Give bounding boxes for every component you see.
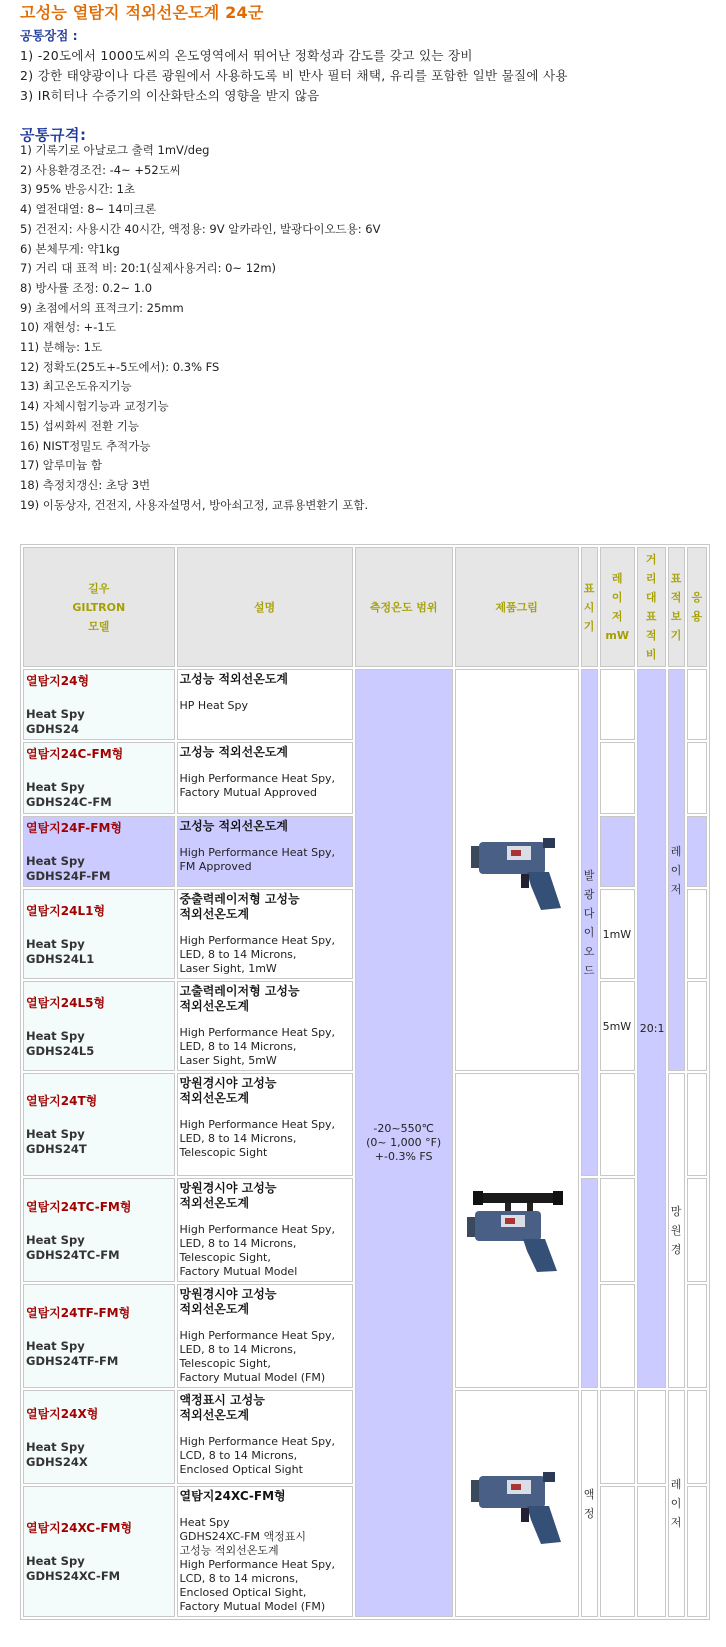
sight-laser-cell: 레 이 저 xyxy=(668,669,685,1071)
description-cell: 고출력레이저형 고성능 적외선온도계 High Performance Heat Spy, LED, 8 to 14 Microns, Laser Sight, 5mW xyxy=(177,981,353,1071)
product-image-cell xyxy=(455,1390,579,1617)
model-cell: 열탐지24C-FM형 Heat Spy GDHS24C-FM xyxy=(23,742,175,814)
spec-item: 12) 정확도(25도+-5도에서): 0.3% FS xyxy=(20,359,220,374)
distance-ratio-cell xyxy=(637,1390,666,1484)
laser-cell xyxy=(600,1073,635,1176)
description-cell: 열탐지24XC-FM형 Heat Spy GDHS24XC-FM 액정표시 고성능 적외선온도계 High Performance Heat Spy, LCD, 8 to 14 microns, Enclosed Optical Sight, Factory Mutual Model (FM) xyxy=(177,1486,353,1617)
spec-item: 18) 측정치갱신: 초당 3번 xyxy=(20,477,151,492)
description-cell: 고성능 적외선온도계 High Performance Heat Spy, Factory Mutual Approved xyxy=(177,742,353,814)
application-cell xyxy=(687,1178,707,1282)
display-led-cell-cont xyxy=(581,1178,598,1388)
laser-cell xyxy=(600,1486,635,1617)
table-row xyxy=(23,669,707,740)
header-distance-ratio: 거 리 대 표 적 비 xyxy=(637,547,666,667)
laser-cell xyxy=(600,1284,635,1388)
laser-cell xyxy=(600,742,635,814)
header-description: 설명 xyxy=(177,547,353,667)
spec-item: 17) 알루미늄 함 xyxy=(20,458,102,473)
spec-item: 5) 건전지: 사용시간 40시간, 액정용: 9V 알카라인, 발광다이오드용: 6V xyxy=(20,221,381,236)
temp-range-cell: -20~550℃ (0~ 1,000 °F) +-0.3% FS xyxy=(355,669,453,1617)
laser-cell xyxy=(600,669,635,740)
description-cell: 망원경시야 고성능 적외선온도계 High Performance Heat Spy, LED, 8 to 14 Microns, Telescopic Sight, Factory Mutual Model xyxy=(177,1178,353,1282)
display-lcd-cell: 액 정 xyxy=(581,1390,598,1617)
heat-spy-telescope-gun-image xyxy=(465,1189,569,1273)
spec-item: 2) 사용환경조건: -4~ +52도씨 xyxy=(20,162,181,177)
header-laser: 레 이 저 mW xyxy=(600,547,635,667)
application-cell xyxy=(687,669,707,740)
spec-item: 14) 자체시험기능과 교정기능 xyxy=(20,399,169,414)
model-cell: 열탐지24TF-FM형 Heat Spy GDHS24TF-FM xyxy=(23,1284,175,1388)
product-table xyxy=(20,544,710,1620)
header-display: 표 시 기 xyxy=(581,547,598,667)
model-cell: 열탐지24X형 Heat Spy GDHS24X xyxy=(23,1390,175,1484)
spec-item: 8) 방사률 조정: 0.2~ 1.0 xyxy=(20,280,153,295)
sight-scope-cell: 망 원 경 xyxy=(668,1073,685,1388)
description-cell: 망원경시야 고성능 적외선온도계 High Performance Heat Spy, LED, 8 to 14 Microns, Telescopic Sight xyxy=(177,1073,353,1176)
model-cell: 열탐지24형 Heat Spy GDHS24 xyxy=(23,669,175,740)
header-temp-range: 측정온도 범위 xyxy=(355,547,453,667)
header-product-image: 제품그림 xyxy=(455,547,579,667)
application-cell xyxy=(687,889,707,979)
model-cell: 열탐지24F-FM형 Heat Spy GDHS24F-FM xyxy=(23,816,175,887)
product-image-cell xyxy=(455,1073,579,1388)
application-cell xyxy=(687,1390,707,1484)
page-title: 고성능 열탐지 적외선온도계 24군 xyxy=(20,3,264,22)
spec-item: 9) 초점에서의 표적크기: 25mm xyxy=(20,300,184,315)
model-cell: 열탐지24XC-FM형 Heat Spy GDHS24XC-FM xyxy=(23,1486,175,1617)
distance-ratio-cell xyxy=(637,1486,666,1617)
spec-item: 19) 이동상자, 건전지, 사용자설명서, 방아쇠고정, 교류용변환기 포함. xyxy=(20,497,369,512)
model-cell: 열탐지24T형 Heat Spy GDHS24T xyxy=(23,1073,175,1176)
header-target-sight: 표 적 보 기 xyxy=(668,547,685,667)
laser-cell xyxy=(600,1178,635,1282)
application-cell xyxy=(687,816,707,887)
feature-item: 2) 강한 태양광이나 다른 광원에서 사용하도록 비 반사 필터 채택, 유리를 포함한 일반 물질에 사용 xyxy=(20,68,568,83)
application-cell xyxy=(687,742,707,814)
application-cell xyxy=(687,1486,707,1617)
application-cell xyxy=(687,1073,707,1176)
spec-item: 4) 열전대열: 8~ 14미크론 xyxy=(20,202,156,217)
laser-cell xyxy=(600,1390,635,1484)
spec-item: 6) 본체무게: 약1kg xyxy=(20,241,120,256)
model-cell: 열탐지24L5형 Heat Spy GDHS24L5 xyxy=(23,981,175,1071)
feature-item: 3) IR히터나 수증기의 이산화탄소의 영향을 받지 않음 xyxy=(20,88,320,103)
description-cell: 망원경시야 고성능 적외선온도계 High Performance Heat Spy, LED, 8 to 14 Microns, Telescopic Sight, Factory Mutual Model (FM) xyxy=(177,1284,353,1388)
sight-laser-cell: 레 이 저 xyxy=(668,1390,685,1617)
model-cell: 열탐지24L1형 Heat Spy GDHS24L1 xyxy=(23,889,175,979)
heat-spy-gun-image xyxy=(469,828,565,912)
spec-item: 10) 재현성: +-1도 xyxy=(20,320,116,335)
header-application: 응 용 xyxy=(687,547,707,667)
heat-spy-lcd-gun-image xyxy=(469,1462,565,1546)
spec-item: 1) 기록기로 아날로그 출력 1mV/deg xyxy=(20,143,210,157)
model-cell: 열탐지24TC-FM형 Heat Spy GDHS24TC-FM xyxy=(23,1178,175,1282)
spec-item: 16) NIST정밀도 추적가능 xyxy=(20,438,151,453)
display-led-cell: 발 광 다 이 오 드 xyxy=(581,669,598,1176)
distance-ratio-cell: 20:1 xyxy=(637,669,666,1388)
specs-heading: 공통규격: xyxy=(20,126,87,144)
description-cell: 중출력레이저형 고성능 적외선온도계 High Performance Heat Spy, LED, 8 to 14 Microns, Laser Sight, 1mW xyxy=(177,889,353,979)
application-cell xyxy=(687,981,707,1071)
features-heading: 공통장점 : xyxy=(20,28,78,43)
spec-item: 7) 거리 대 표적 비: 20:1(실제사용거리: 0~ 12m) xyxy=(20,261,277,276)
application-cell xyxy=(687,1284,707,1388)
spec-item: 13) 최고온도유지기능 xyxy=(20,379,132,394)
spec-item: 11) 분해능: 1도 xyxy=(20,340,103,354)
spec-item: 15) 섭씨화씨 전환 기능 xyxy=(20,418,139,433)
header-model: 길우 GILTRON 모델 xyxy=(23,547,175,667)
laser-cell xyxy=(600,816,635,887)
product-image-cell xyxy=(455,669,579,1071)
description-cell: 고성능 적외선온도계 HP Heat Spy xyxy=(177,669,353,740)
feature-item: 1) -20도에서 1000도씨의 온도영역에서 뛰어난 정확성과 감도를 갖고 있는 장비 xyxy=(20,48,473,63)
spec-item: 3) 95% 반응시간: 1초 xyxy=(20,182,136,197)
laser-cell: 1mW xyxy=(600,889,635,979)
description-cell: 고성능 적외선온도계 High Performance Heat Spy, FM Approved xyxy=(177,816,353,887)
description-cell: 액정표시 고성능 적외선온도계 High Performance Heat Spy, LCD, 8 to 14 Microns, Enclosed Optical Sight xyxy=(177,1390,353,1484)
laser-cell: 5mW xyxy=(600,981,635,1071)
